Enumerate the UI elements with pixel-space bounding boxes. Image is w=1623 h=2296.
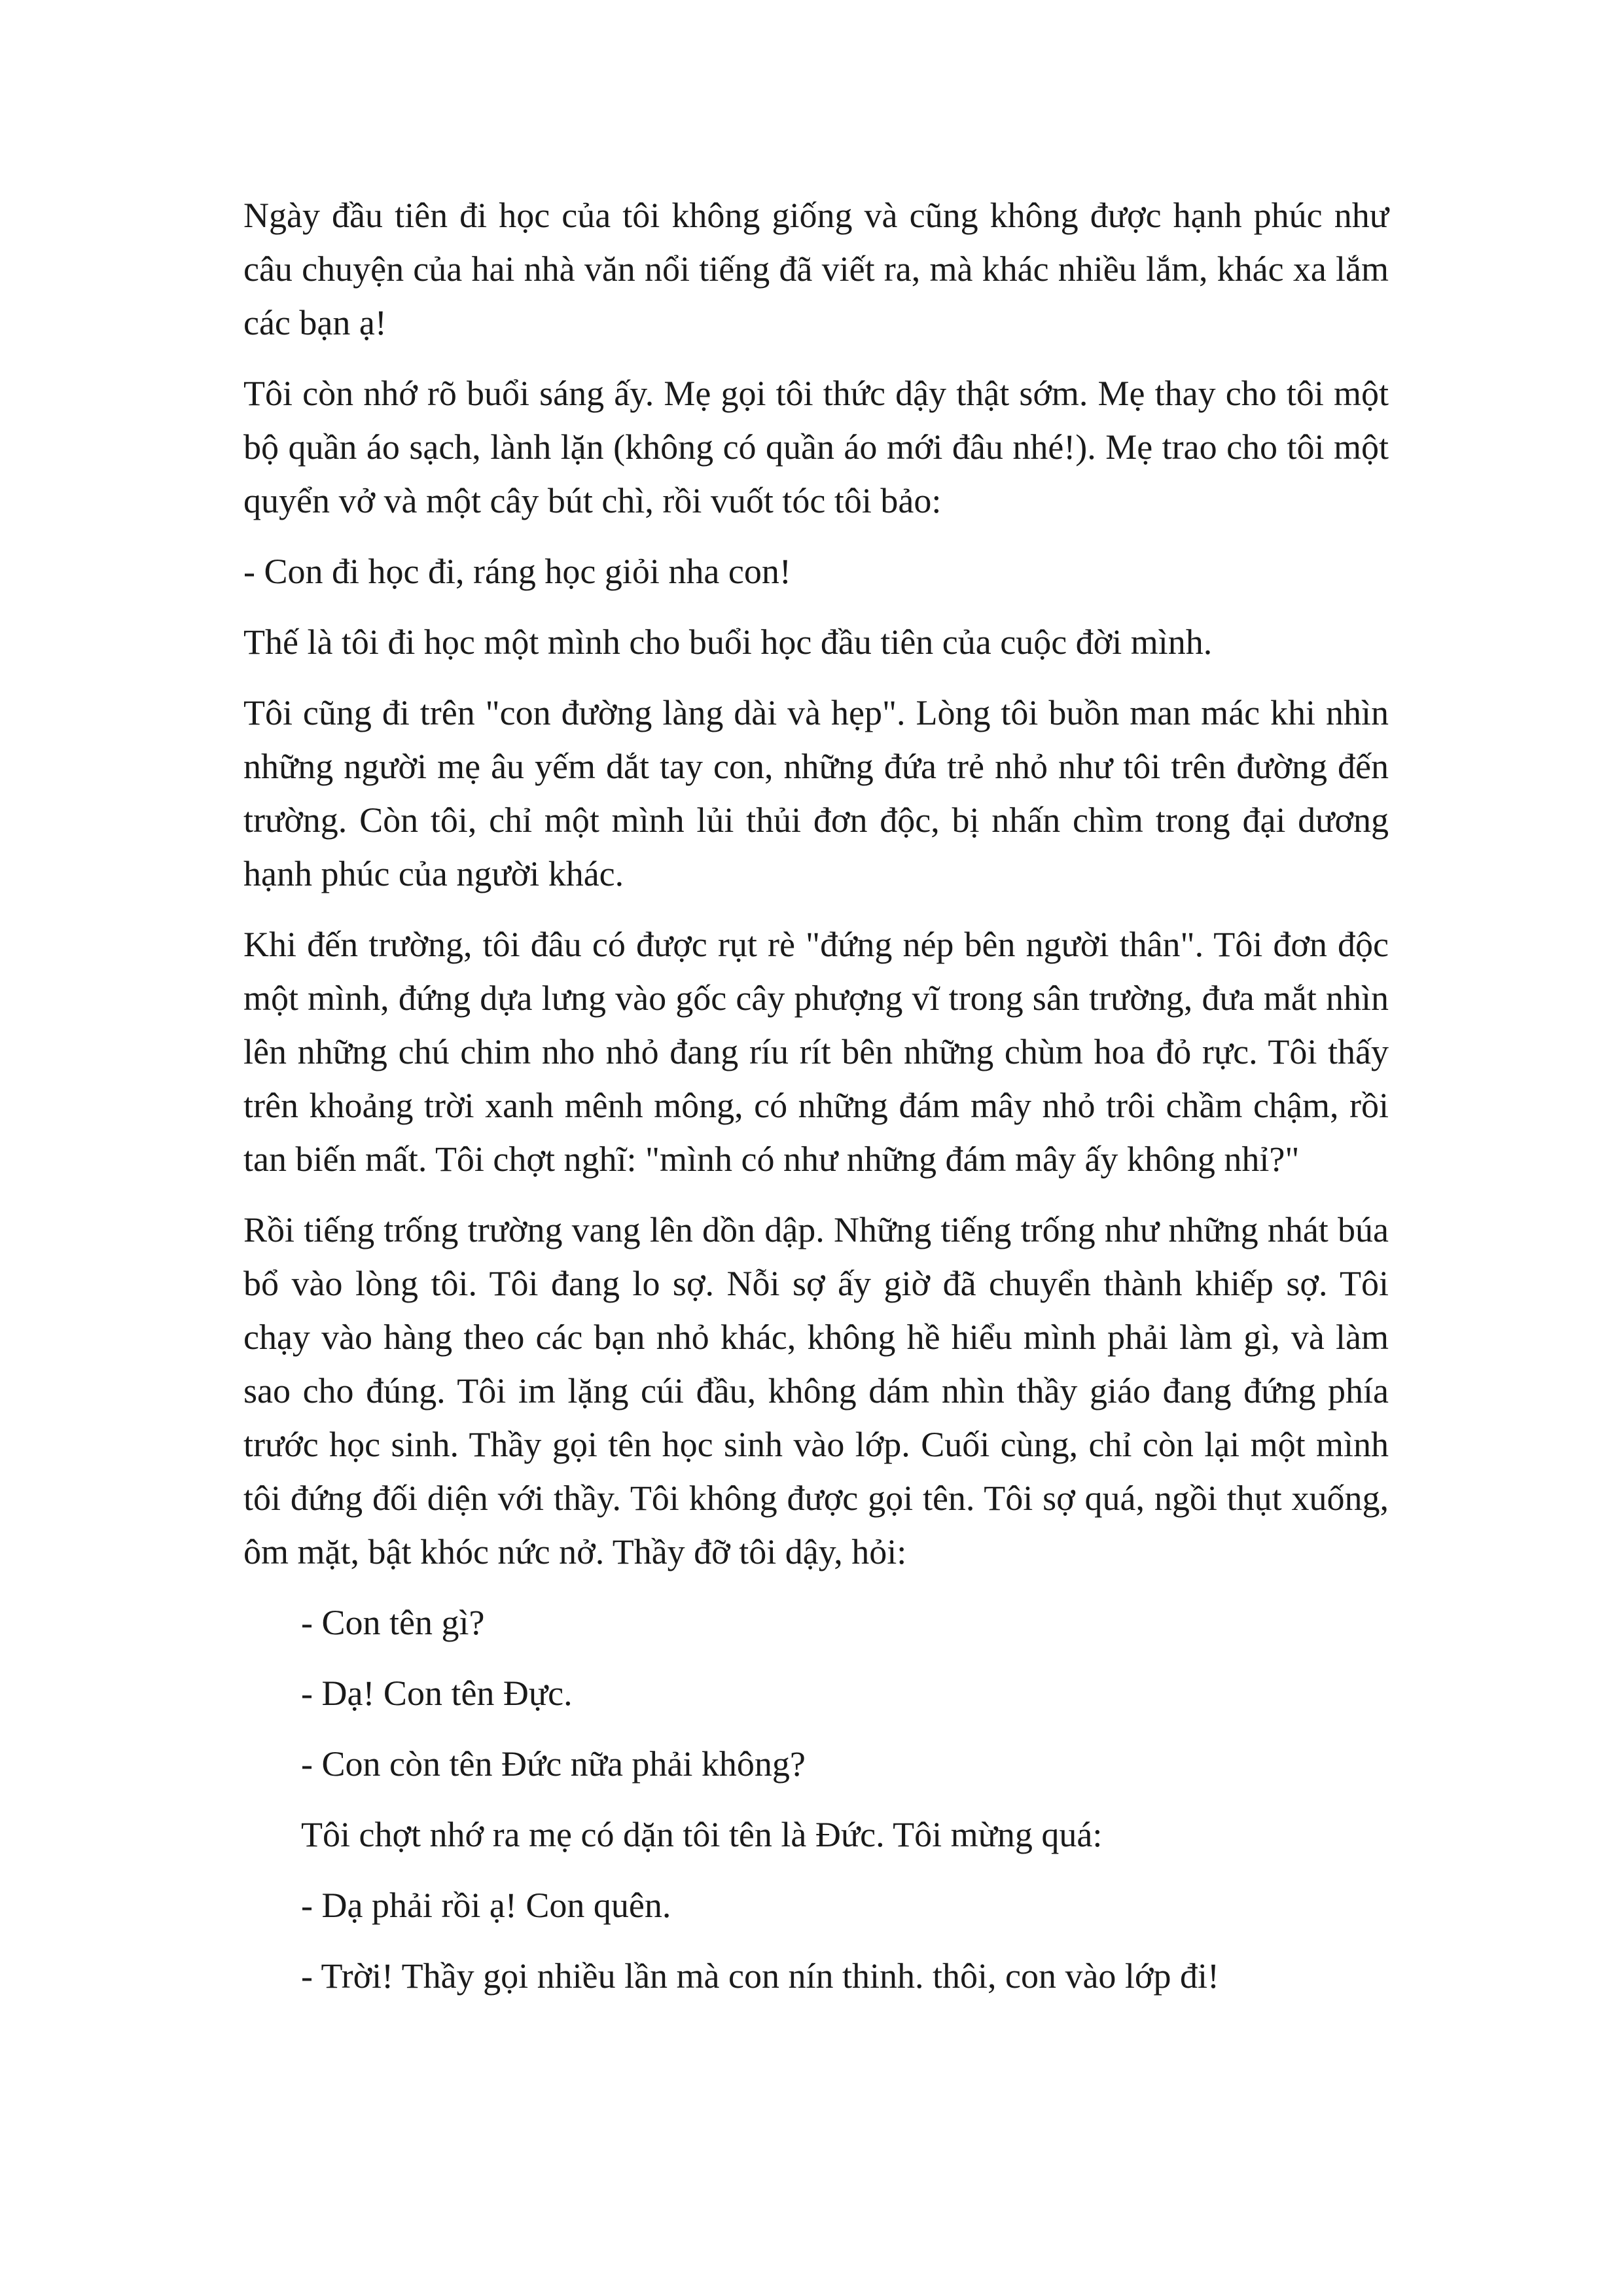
paragraph-2: Tôi còn nhớ rõ buổi sáng ấy. Mẹ gọi tôi thức dậy thật sớm. Mẹ thay cho tôi một bộ quần áo sạch, lành lặn (không có quần áo mới đâu nhé!). Mẹ trao cho tôi một quyển vở và một cây bút chì, rồi vuốt tóc tôi bảo: bbox=[243, 374, 1389, 520]
dialog-line-3: - Con còn tên Đức nữa phải không? bbox=[301, 1744, 806, 1784]
dialog-line-2: - Dạ! Con tên Đực. bbox=[301, 1674, 573, 1713]
paragraph-3: - Con đi học đi, ráng học giỏi nha con! bbox=[243, 552, 791, 591]
paragraph-1: Ngày đầu tiên đi học của tôi không giống và cũng không được hạnh phúc như câu chuyện của hai nhà văn nổi tiếng đã viết ra, mà khác nhiều lắm, khác xa lắm các bạn ạ! bbox=[243, 196, 1389, 342]
paragraph-7: Rồi tiếng trống trường vang lên dồn dập. Những tiếng trống như những nhát búa bổ vào lòng tôi. Tôi đang lo sợ. Nỗi sợ ấy giờ đã chuyển thành khiếp sợ. Tôi chạy vào hàng theo các bạn nhỏ khác, không hề hiểu mình phải làm gì, và làm sao cho đúng. Tôi im lặng cúi đầu, không dám nhìn thầy giáo đang đứng phía trước học sinh. Thầy gọi tên học sinh vào lớp. Cuối cùng, chỉ còn lại một mình tôi đứng đối diện với thầy. Tôi không được gọi tên. Tôi sợ quá, ngồi thụt xuống, ôm mặt, bật khóc nức nở. Thầy đỡ tôi dậy, hỏi: bbox=[243, 1210, 1389, 1571]
paragraph-4: Thế là tôi đi học một mình cho buổi học đầu tiên của cuộc đời mình. bbox=[243, 622, 1213, 662]
paragraph-6: Khi đến trường, tôi đâu có được rụt rè "đứng nép bên người thân". Tôi đơn độc một mình, đứng dựa lưng vào gốc cây phượng vĩ trong sân trường, đưa mắt nhìn lên những chú chim nho nhỏ đang ríu rít bên những chùm hoa đỏ rực. Tôi thấy trên khoảng trời xanh mênh mông, có những đám mây nhỏ trôi chầm chậm, rồi tan biến mất. Tôi chợt nghĩ: "mình có như những đám mây ấy không nhỉ?" bbox=[243, 925, 1389, 1179]
dialog-line-4: Tôi chợt nhớ ra mẹ có dặn tôi tên là Đức. Tôi mừng quá: bbox=[301, 1815, 1103, 1854]
dialog-line-1: - Con tên gì? bbox=[301, 1603, 485, 1642]
dialog-line-5: - Dạ phải rồi ạ! Con quên. bbox=[301, 1886, 671, 1925]
document-body bbox=[243, 188, 1389, 2020]
paragraph-5: Tôi cũng đi trên "con đường làng dài và hẹp". Lòng tôi buồn man mác khi nhìn những người mẹ âu yếm dắt tay con, những đứa trẻ nhỏ như tôi trên đường đến trường. Còn tôi, chỉ một mình lủi thủi đơn độc, bị nhấn chìm trong đại dương hạnh phúc của người khác. bbox=[243, 693, 1389, 893]
dialog-line-6: - Trời! Thầy gọi nhiều lần mà con nín thinh. thôi, con vào lớp đi! bbox=[301, 1956, 1219, 1996]
